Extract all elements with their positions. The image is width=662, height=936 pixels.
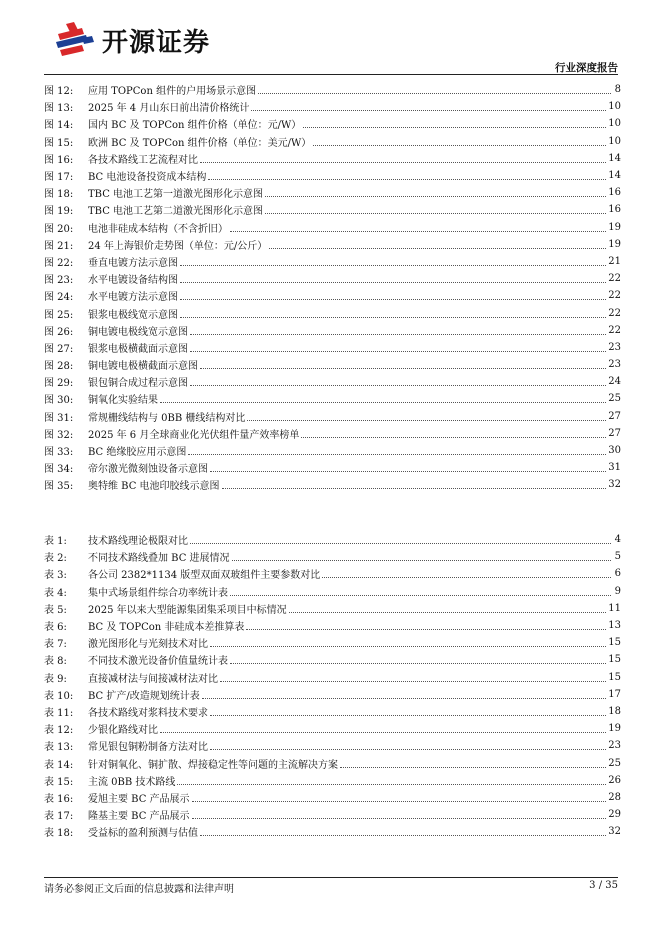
figure-index-entry[interactable] [44, 133, 621, 150]
table-index-entry-title: 少银化路线对比 [88, 725, 158, 737]
table-index-entry-page: 32 [608, 826, 621, 838]
figure-index-entry-number: 图 32: [44, 429, 74, 441]
table-index-entry[interactable] [44, 583, 621, 600]
figure-index-entry-page: 19 [608, 238, 621, 250]
figure-index-entry-page: 22 [608, 307, 621, 319]
dot-leader [322, 577, 611, 578]
dot-leader [208, 179, 606, 180]
figure-index-entry-number: 图 34: [44, 464, 74, 476]
table-index-entry[interactable] [44, 669, 621, 686]
dot-leader [160, 732, 606, 733]
figure-index-entry[interactable] [44, 236, 621, 253]
table-index-entry-number: 表 6: [44, 622, 67, 634]
table-index-entry-number: 表 5: [44, 604, 67, 616]
table-index-entry-number: 表 10: [44, 690, 74, 702]
figure-index-entry-title: 银浆电极线宽示意图 [88, 309, 178, 321]
figure-index-entry-title: 银包铜合成过程示意图 [88, 378, 188, 390]
figure-index-entry-title: 铜氧化实验结果 [88, 395, 158, 407]
table-index-entry[interactable] [44, 806, 621, 823]
table-index-entry-number: 表 17: [44, 811, 74, 823]
figure-index-entry-title: 帝尔激光微刻蚀设备示意图 [88, 464, 208, 476]
table-index-entry-number: 表 16: [44, 793, 74, 805]
figure-index-entry[interactable] [44, 408, 621, 425]
figure-index-entry-number: 图 31: [44, 412, 74, 424]
figure-index-entry-title: BC 绝缘胶应用示意图 [88, 447, 187, 459]
figure-index-entry-title: BC 电池设备投资成本结构 [88, 172, 207, 184]
table-index-entry[interactable] [44, 737, 621, 754]
dot-leader [258, 93, 611, 94]
table-index-entry-title: 隆基主要 BC 产品展示 [88, 811, 190, 823]
dot-leader [289, 612, 607, 613]
dot-leader [190, 334, 606, 335]
figure-index-entry-number: 图 18: [44, 189, 74, 201]
figure-index-entry[interactable] [44, 270, 621, 287]
table-index-entry-page: 26 [608, 774, 621, 786]
figure-index-entry-number: 图 24: [44, 292, 74, 304]
dot-leader [303, 127, 606, 128]
figure-index-entry-page: 22 [608, 290, 621, 302]
dot-leader [340, 767, 606, 768]
table-index-entry-number: 表 12: [44, 725, 74, 737]
figure-index-entry-number: 图 33: [44, 447, 74, 459]
brand-name: 开源证券 [102, 27, 211, 58]
figure-index-entry[interactable] [44, 184, 621, 201]
figure-index-entry-number: 图 20: [44, 223, 74, 235]
dot-leader [192, 801, 607, 802]
table-index-entry-title: 常见银包铜粉制备方法对比 [88, 742, 208, 754]
table-index-entry-number: 表 18: [44, 828, 74, 840]
figure-index-entry-page: 16 [608, 187, 621, 199]
table-index-entry-page: 19 [608, 723, 621, 735]
figure-index-entry-number: 图 26: [44, 326, 74, 338]
figure-index-entry-number: 图 22: [44, 257, 74, 269]
table-index-entry[interactable] [44, 651, 621, 668]
dot-leader [210, 715, 606, 716]
dot-leader [265, 213, 606, 214]
figure-index-entry-page: 30 [608, 445, 621, 457]
dot-leader [180, 265, 606, 266]
figure-index-entry-number: 图 28: [44, 361, 74, 373]
dot-leader [247, 420, 606, 421]
table-index-entry-page: 9 [614, 585, 621, 597]
figure-index-entry-title: 银浆电极横截面示意图 [88, 343, 188, 355]
table-index-entry-title: 不同技术路线叠加 BC 进展情况 [88, 553, 230, 565]
figure-index-entry[interactable] [44, 476, 621, 493]
figure-index-entry[interactable] [44, 201, 621, 218]
table-index-entry-title: 集中式场景组件综合功率统计表 [88, 587, 228, 599]
figure-index-entry-title: 垂直电镀方法示意图 [88, 257, 178, 269]
table-index-entry[interactable] [44, 703, 621, 720]
figure-index-entry-title: 欧洲 BC 及 TOPCon 组件价格（单位：美元/W） [88, 137, 312, 149]
figure-index-entry-title: 24 年上海银价走势图（单位：元/公斤） [88, 240, 268, 252]
dot-leader [180, 299, 606, 300]
table-index-entry-page: 23 [608, 740, 621, 752]
dot-leader [180, 317, 606, 318]
table-index-entry-page: 11 [608, 602, 621, 614]
dot-leader [301, 437, 606, 438]
page-number: 3 / 35 [589, 880, 618, 891]
table-index-entry-number: 表 7: [44, 639, 67, 651]
table-index-entry[interactable] [44, 634, 621, 651]
table-index-entry-title: 爱旭主要 BC 产品展示 [88, 793, 190, 805]
dot-leader [200, 368, 606, 369]
figure-index-entry[interactable] [44, 253, 621, 270]
figure-index-entry[interactable] [44, 98, 621, 115]
figure-index-entry-page: 32 [608, 479, 621, 491]
figure-index-entry-page: 31 [608, 462, 621, 474]
dot-leader [190, 543, 611, 544]
table-index-entry[interactable] [44, 617, 621, 634]
figure-index-entry-page: 8 [614, 84, 621, 96]
figure-index-list [44, 81, 621, 494]
figure-index-entry[interactable] [44, 442, 621, 459]
dot-leader [188, 454, 606, 455]
dot-leader [210, 471, 606, 472]
figure-index-entry[interactable] [44, 150, 621, 167]
figure-index-entry-title: 铜电镀电极线宽示意图 [88, 326, 188, 338]
figure-index-entry-number: 图 35: [44, 481, 74, 493]
figure-index-entry[interactable] [44, 167, 621, 184]
figure-index-entry-page: 16 [608, 204, 621, 216]
table-index-entry-title: BC 扩产/改造规划统计表 [88, 690, 200, 702]
figure-index-entry-page: 14 [608, 170, 621, 182]
dot-leader [210, 749, 606, 750]
dot-leader [230, 231, 606, 232]
table-index-entry-title: 直接减材法与间接减材法对比 [88, 673, 218, 685]
figure-index-entry[interactable] [44, 219, 621, 236]
figure-index-entry-title: 铜电镀电极横截面示意图 [88, 361, 198, 373]
table-index-entry-number: 表 9: [44, 673, 67, 685]
table-index-entry-number: 表 14: [44, 759, 74, 771]
figure-index-entry-number: 图 15: [44, 137, 74, 149]
figure-index-entry-title: 各技术路线工艺流程对比 [88, 154, 198, 166]
figure-index-entry-title: 水平电镀方法示意图 [88, 292, 178, 304]
figure-index-entry-title: 国内 BC 及 TOPCon 组件价格（单位：元/W） [88, 120, 302, 132]
dot-leader [160, 402, 606, 403]
figure-index-entry[interactable] [44, 287, 621, 304]
table-index-entry-page: 15 [608, 654, 621, 666]
dot-leader [210, 646, 606, 647]
table-index-entry[interactable] [44, 531, 621, 548]
table-index-entry-page: 5 [614, 551, 621, 563]
dot-leader [269, 248, 606, 249]
table-index-entry-page: 17 [608, 688, 621, 700]
table-index-entry-number: 表 15: [44, 776, 74, 788]
table-index-entry-title: 主流 0BB 技术路线 [88, 776, 176, 788]
figure-index-entry-page: 27 [608, 410, 621, 422]
table-index-entry-title: 技术路线理论极限对比 [88, 536, 188, 548]
figure-index-entry-page: 19 [608, 221, 621, 233]
figure-index-entry-number: 图 21: [44, 240, 74, 252]
dot-leader [251, 110, 606, 111]
figure-index-entry-number: 图 27: [44, 343, 74, 355]
table-index-entry[interactable] [44, 548, 621, 565]
dot-leader [230, 663, 606, 664]
figure-index-entry-page: 25 [608, 393, 621, 405]
figure-index-entry-number: 图 13: [44, 103, 74, 115]
table-index-entry-number: 表 8: [44, 656, 67, 668]
figure-index-entry-page: 21 [608, 255, 621, 267]
figure-index-entry-number: 图 29: [44, 378, 74, 390]
table-index-entry-page: 28 [608, 791, 621, 803]
figure-index-entry-number: 图 17: [44, 172, 74, 184]
dot-leader [180, 282, 606, 283]
dot-leader [190, 351, 606, 352]
figure-index-entry-page: 22 [608, 324, 621, 336]
figure-index-entry-title: 电池非硅成本结构（不含折旧） [88, 223, 228, 235]
figure-index-entry-title: 常规栅线结构与 0BB 栅线结构对比 [88, 412, 246, 424]
table-index-entry-title: 2025 年以来大型能源集团集采项目中标情况 [88, 604, 287, 616]
figure-index-entry-page: 22 [608, 273, 621, 285]
brand-logo-icon [52, 20, 96, 60]
footer-divider [44, 877, 618, 878]
dot-leader [222, 488, 607, 489]
table-index-entry-title: 受益标的盈利预测与估值 [88, 828, 198, 840]
table-index-entry-number: 表 2: [44, 553, 67, 565]
table-index-entry[interactable] [44, 772, 621, 789]
table-index-entry[interactable] [44, 720, 621, 737]
figure-index-entry-page: 14 [608, 152, 621, 164]
footer-disclaimer: 请务必参阅正文后面的信息披露和法律声明 [44, 884, 234, 895]
table-index-entry-title: 各技术路线对浆料技术要求 [88, 707, 208, 719]
dot-leader [220, 681, 606, 682]
figure-index-entry[interactable] [44, 459, 621, 476]
figure-index-entry[interactable] [44, 356, 621, 373]
figure-index-entry-title: 奥特维 BC 电池印胶线示意图 [88, 481, 220, 493]
table-index-entry-title: 不同技术激光设备价值量统计表 [88, 656, 228, 668]
dot-leader [202, 698, 607, 699]
table-index-entry-page: 18 [608, 705, 621, 717]
dot-leader [177, 784, 606, 785]
report-type-label: 行业深度报告 [555, 62, 618, 74]
figure-index-entry[interactable] [44, 339, 621, 356]
table-index-entry-page: 15 [608, 637, 621, 649]
figure-index-entry-page: 27 [608, 427, 621, 439]
figure-index-entry-number: 图 14: [44, 120, 74, 132]
figure-index-entry[interactable] [44, 81, 621, 98]
figure-index-entry-title: 2025 年 6 月全球商业化光伏组件量产效率榜单 [88, 429, 300, 441]
table-index-entry-title: BC 及 TOPCon 非硅成本差推算表 [88, 622, 245, 634]
brand-logo [52, 20, 210, 60]
figure-index-entry[interactable] [44, 390, 621, 407]
figure-index-entry-page: 10 [608, 101, 621, 113]
figure-index-entry-number: 图 25: [44, 309, 74, 321]
figure-index-entry[interactable] [44, 304, 621, 321]
dot-leader [200, 162, 606, 163]
dot-leader [200, 835, 606, 836]
table-index-entry[interactable] [44, 823, 621, 840]
figure-index-entry-title: TBC 电池工艺第二道激光图形化示意图 [88, 206, 264, 218]
dot-leader [246, 629, 606, 630]
table-index-entry-number: 表 1: [44, 536, 67, 548]
table-index-entry-number: 表 4: [44, 587, 67, 599]
table-index-entry-number: 表 11: [44, 707, 74, 719]
table-index-entry-page: 6 [614, 568, 621, 580]
table-index-entry-page: 13 [608, 620, 621, 632]
dot-leader [313, 145, 606, 146]
dot-leader [265, 196, 606, 197]
table-index-entry-title: 激光图形化与光刻技术对比 [88, 639, 208, 651]
figure-index-entry-number: 图 23: [44, 275, 74, 287]
header-divider [44, 74, 618, 75]
figure-index-entry-title: TBC 电池工艺第一道激光图形化示意图 [88, 189, 264, 201]
table-index-entry-title: 各公司 2382*1134 版型双面双玻组件主要参数对比 [88, 570, 321, 582]
table-index-entry-title: 针对铜氧化、铜扩散、焊接稳定性等问题的主流解决方案 [88, 759, 338, 771]
figure-index-entry[interactable] [44, 373, 621, 390]
dot-leader [192, 818, 607, 819]
table-index-list [44, 531, 621, 840]
table-index-entry-page: 25 [608, 757, 621, 769]
table-index-entry-page: 29 [608, 809, 621, 821]
page-header [0, 0, 662, 78]
figure-index-entry-number: 图 19: [44, 206, 74, 218]
dot-leader [190, 385, 606, 386]
figure-index-entry[interactable] [44, 115, 621, 132]
figure-index-entry-number: 图 16: [44, 154, 74, 166]
table-index-entry-page: 4 [614, 534, 621, 546]
figure-index-entry-title: 应用 TOPCon 组件的户用场景示意图 [88, 86, 257, 98]
table-index-entry[interactable] [44, 754, 621, 771]
figure-index-entry-page: 23 [608, 359, 621, 371]
table-index-entry[interactable] [44, 565, 621, 582]
table-index-entry[interactable] [44, 789, 621, 806]
table-index-entry-number: 表 3: [44, 570, 67, 582]
figure-index-entry-page: 10 [608, 135, 621, 147]
table-index-entry-number: 表 13: [44, 742, 74, 754]
figure-index-entry[interactable] [44, 425, 621, 442]
table-index-entry-page: 15 [608, 671, 621, 683]
figure-index-entry[interactable] [44, 322, 621, 339]
figure-index-entry-page: 23 [608, 341, 621, 353]
dot-leader [232, 560, 611, 561]
figure-index-entry-page: 24 [608, 376, 621, 388]
figure-index-entry-page: 10 [608, 118, 621, 130]
table-index-entry[interactable] [44, 600, 621, 617]
dot-leader [230, 595, 611, 596]
figure-index-entry-number: 图 12: [44, 86, 74, 98]
figure-index-entry-number: 图 30: [44, 395, 74, 407]
table-index-entry[interactable] [44, 686, 621, 703]
figure-index-entry-title: 水平电镀设备结构图 [88, 275, 178, 287]
figure-index-entry-title: 2025 年 4 月山东日前出清价格统计 [88, 103, 250, 115]
